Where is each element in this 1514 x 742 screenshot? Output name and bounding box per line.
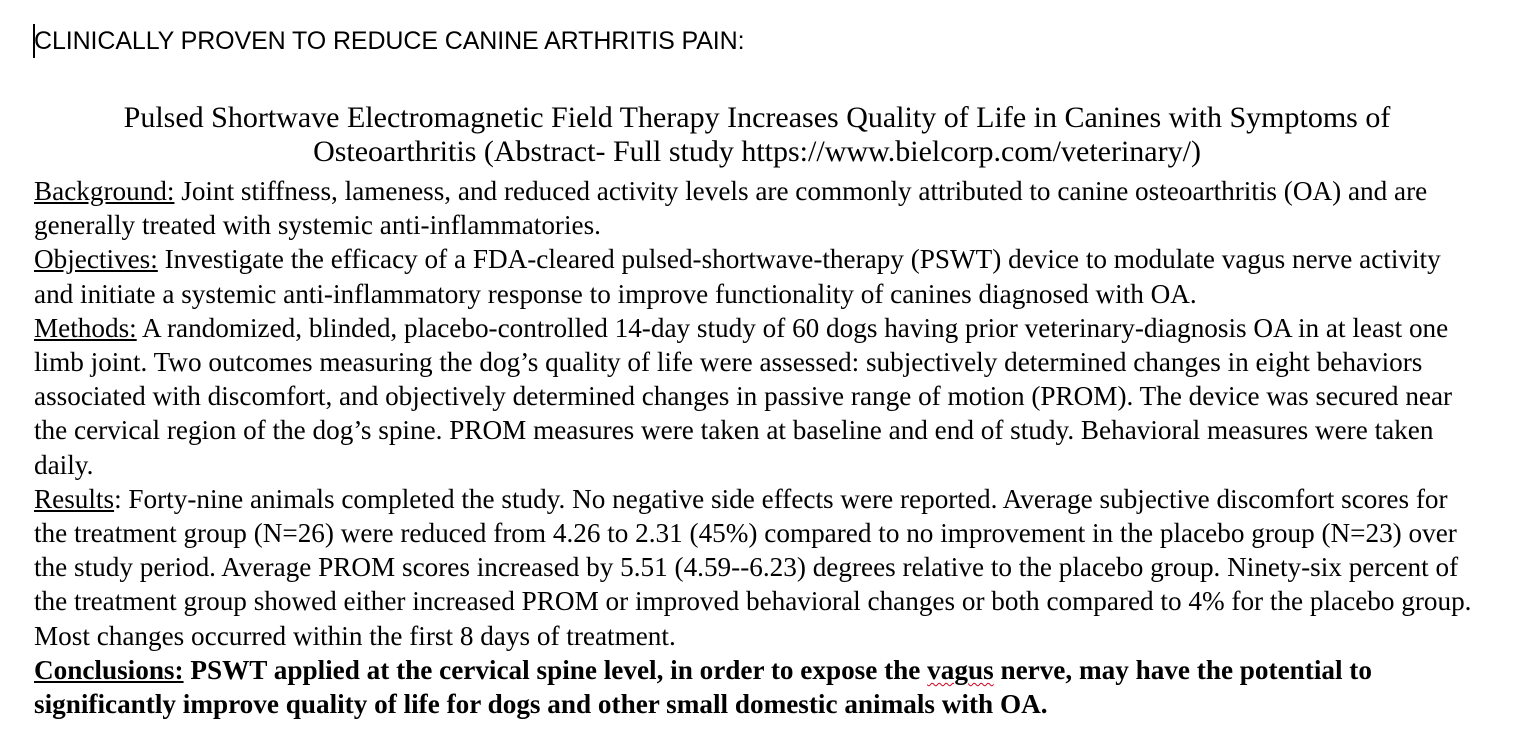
background-text: Joint stiffness, lameness, and reduced activity levels are commonly attributed to canine osteoarthritis (OA) and are generally treated with systemic anti-inflammatories. [34, 176, 1428, 241]
background-label: Background: [34, 176, 175, 206]
conclusions-text-before: PSWT applied at the cervical spine level, in order to expose the [183, 654, 928, 685]
conclusions-label: Conclusions: [34, 654, 184, 685]
methods-paragraph [34, 311, 1480, 482]
results-text: : Forty-nine animals completed the study. No negative side effects were reported. Average subjective discomfort scores for the treatment group (N=26) were reduced from 4.26 to 2.31 (45%) compared to no improvement in the placebo group (N=23) over the study period. Average PROM scores increased by 5.51 (4.59--6.23) degrees relative to the placebo group. Ninety-six percent of the treatment group showed either increased PROM or improved behavioral changes or both compared to 4% for the placebo group. Most changes occurred within the first 8 days of treatment. [34, 483, 1472, 651]
objectives-text: Investigate the efficacy of a FDA-cleared pulsed-shortwave-therapy (PSWT) device to modulate vagus nerve activity and initiate a systemic anti-inflammatory response to improve functionality of canines diagnosed with OA. [34, 244, 1441, 309]
objectives-paragraph [34, 242, 1480, 310]
results-label: Results [34, 483, 115, 514]
methods-label: Methods: [34, 312, 137, 343]
abstract-title-line-2: Osteoarthritis (Abstract- Full study https://www.bielcorp.com/veterinary/) [313, 135, 1201, 168]
spellcheck-flagged-word[interactable]: vagus [927, 654, 994, 685]
methods-text: A randomized, blinded, placebo-controlled 14-day study of 60 dogs having prior veterinary-diagnosis OA in at least one limb joint. Two outcomes measuring the dog’s quality of life were assessed: subjectively determined changes in eight behaviors associated with discomfort, and objectively determined changes in passive range of motion (PROM). The device was secured near the cervical region of the dog’s spine. PROM measures were taken at baseline and end of study. Behavioral measures were taken daily. [34, 312, 1453, 480]
background-paragraph [34, 174, 1480, 242]
conclusions-text-after: nerve, may have the potential to significantly improve quality of life for dogs and other small domestic animals with OA. [34, 654, 1372, 720]
abstract-body [34, 174, 1480, 721]
page-heading: CLINICALLY PROVEN TO REDUCE CANINE ARTHRITIS PAIN: [34, 27, 745, 55]
abstract-title-line-1: Pulsed Shortwave Electromagnetic Field Therapy Increases Quality of Life in Canines with Symptoms of [123, 101, 1391, 134]
objectives-label: Objectives: [34, 244, 158, 275]
conclusions-paragraph [34, 653, 1480, 721]
abstract-title [34, 101, 1480, 169]
results-paragraph [34, 482, 1480, 653]
